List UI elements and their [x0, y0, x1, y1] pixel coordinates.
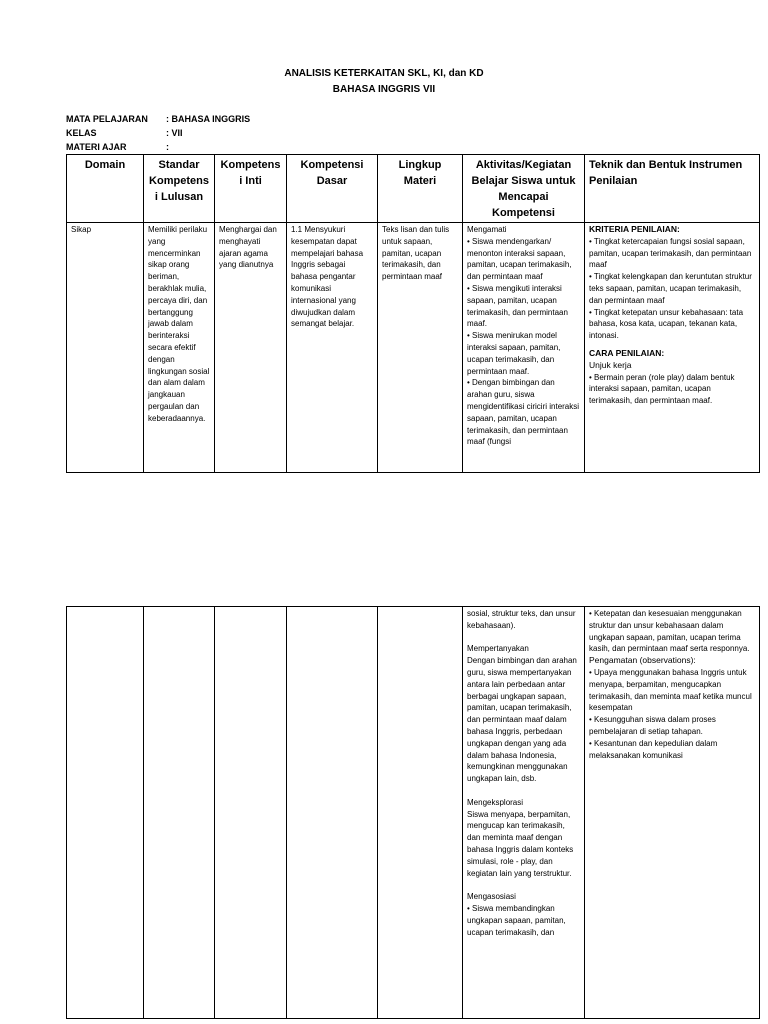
header-skl: Standar Kompetens i Lulusan [144, 155, 215, 223]
header-kd: Kompetensi Dasar [287, 155, 378, 223]
table-row [67, 223, 760, 473]
teknik-text: • Ketepatan dan kesesuaian menggunakan struktur dan unsur kebahasaan dalam ungkapan sapaan, pamitan, ucapan terima kasih, dan permintaan maaf serta responnya. [589, 609, 750, 654]
aktivitas-text: • Siswa mendengarkan/ menonton interaksi sapaan, pamitan, ucapan terimakasih, dan permintaan maaf • Siswa mengikuti interaksi sapaan, pamitan, ucapan terimakasih, dan permintaan maaf. • Siswa menirukan model interaksi sapaan, pamitan, ucapan terimakasih, dan permintaan maaf. • Dengan bimbingan dan arahan guru, siswa mengidentifikasi ciriciri interaksi sapaan, pamitan, ucapan terimakasih, dan permintaan maaf (fungsi [467, 236, 580, 447]
meta-value: : VII [166, 128, 183, 138]
meta-row-subject [66, 114, 250, 124]
analysis-table-part1 [66, 154, 760, 473]
cell-ki [215, 607, 287, 1019]
header-aktivitas: Aktivitas/Kegiatan Belajar Siswa untuk Mencapai Kompetensi [463, 155, 585, 223]
cell-teknik [585, 223, 760, 473]
header-lingkup: Lingkup Materi [378, 155, 463, 223]
cell-ki: Menghargai dan menghayati ajaran agama yang dianutnya [215, 223, 287, 473]
analysis-table-part2 [66, 606, 760, 1019]
kriteria-heading: KRITERIA PENILAIAN: [589, 224, 680, 234]
cell-domain: Sikap [67, 223, 144, 473]
cell-lingkup [378, 607, 463, 1019]
header-teknik: Teknik dan Bentuk Instrumen Penilaian [585, 155, 760, 223]
meta-key: KELAS [66, 128, 97, 138]
meta-key: MATA PELAJARAN [66, 114, 148, 124]
document-subtitle: BAHASA INGGRIS VII [332, 84, 436, 95]
cell-skl [144, 607, 215, 1019]
header-domain: Domain [67, 155, 144, 223]
cell-kd [287, 607, 378, 1019]
document-title: ANALISIS KETERKAITAN SKL, KI, dan KD [284, 68, 484, 79]
meta-row-class [66, 128, 183, 138]
meta-row-material [66, 142, 169, 152]
cell-lingkup: Teks lisan dan tulis untuk sapaan, pamitan, ucapan terimakasih, dan permintaan maaf [378, 223, 463, 473]
table-header-row [67, 155, 760, 223]
pengamatan-text: • Upaya menggunakan bahasa Inggris untuk menyapa, berpamitan, mengucapkan terimakasih, dan meminta maaf ketika muncul kesempatan • Kesungguhan siswa dalam proses pembelajaran di setiap tahapan. • Kesantunan dan kepedulian dalam melaksanakan komunikasi [589, 667, 752, 760]
cell-skl: Memiliki perilaku yang mencerminkan sikap orang beriman, berakhlak mulia, percaya diri, dan bertanggung jawab dalam berinteraksi secara efektif dengan lingkungan sosial dan alam dalam jangkauan pergaulan dan keberadaannya. [144, 223, 215, 473]
aktivitas-heading: Mengamati [467, 225, 507, 234]
cell-aktivitas: sosial, struktur teks, dan unsur kebahasaan). Mempertanyakan Dengan bimbingan dan arahan guru, siswa mempertanyakan antara lain perbedaan antar berbagai ungkapan sapaan, pamitan, ucapan terimakasih, dan permintaan maaf dalam bahasa Inggris, perbedaan ungkapan dengan yang ada dalam bahasa Indonesia, kemungkinan menggunakan ungkapan lain, dsb. Mengeksplorasi Siswa menyapa, berpamitan, mengucap kan terimakasih, dan meminta maaf dengan bahasa Inggris dalam konteks simulasi, role - play, dan kegiatan lain yang terstruktur. Mengasosiasi • Siswa membandingkan ungkapan sapaan, pamitan, ucapan terimakasih, dan [463, 607, 585, 1019]
meta-key: MATERI AJAR [66, 142, 127, 152]
cara-heading: CARA PENILAIAN: [589, 347, 665, 358]
pengamatan-label: Pengamatan (observations): [589, 655, 696, 666]
header-ki: Kompetens i Inti [215, 155, 287, 223]
kriteria-text: • Tingkat ketercapaian fungsi sosial sapaan, pamitan, ucapan terimakasih, dan permintaan maaf • Tingkat kelengkapan dan keruntutan struktur teks sapaan, pamitan, ucapan terimakasih, dan permintaan maaf • Tingkat ketepatan unsur kebahasaan: tata bahasa, kosa kata, ucapan, tekanan kata, intonasi. [589, 236, 752, 341]
cell-domain [67, 607, 144, 1019]
cell-kd: 1.1 Mensyukuri kesempatan dapat mempelajari bahasa Inggris sebagai bahasa pengantar komunikasi internasional yang diwujudkan dalam semangat belajar. [287, 223, 378, 473]
unjuk-kerja-label: Unjuk kerja [589, 359, 632, 370]
meta-value: : BAHASA INGGRIS [166, 114, 251, 124]
meta-value: : [166, 142, 169, 152]
cell-teknik [585, 607, 760, 1019]
cara-text: • Bermain peran (role play) dalam bentuk interaksi sapaan, pamitan, ucapan terimakasih, dan permintaan maaf. [589, 372, 735, 406]
cell-aktivitas [463, 223, 585, 473]
table-row [67, 607, 760, 1019]
